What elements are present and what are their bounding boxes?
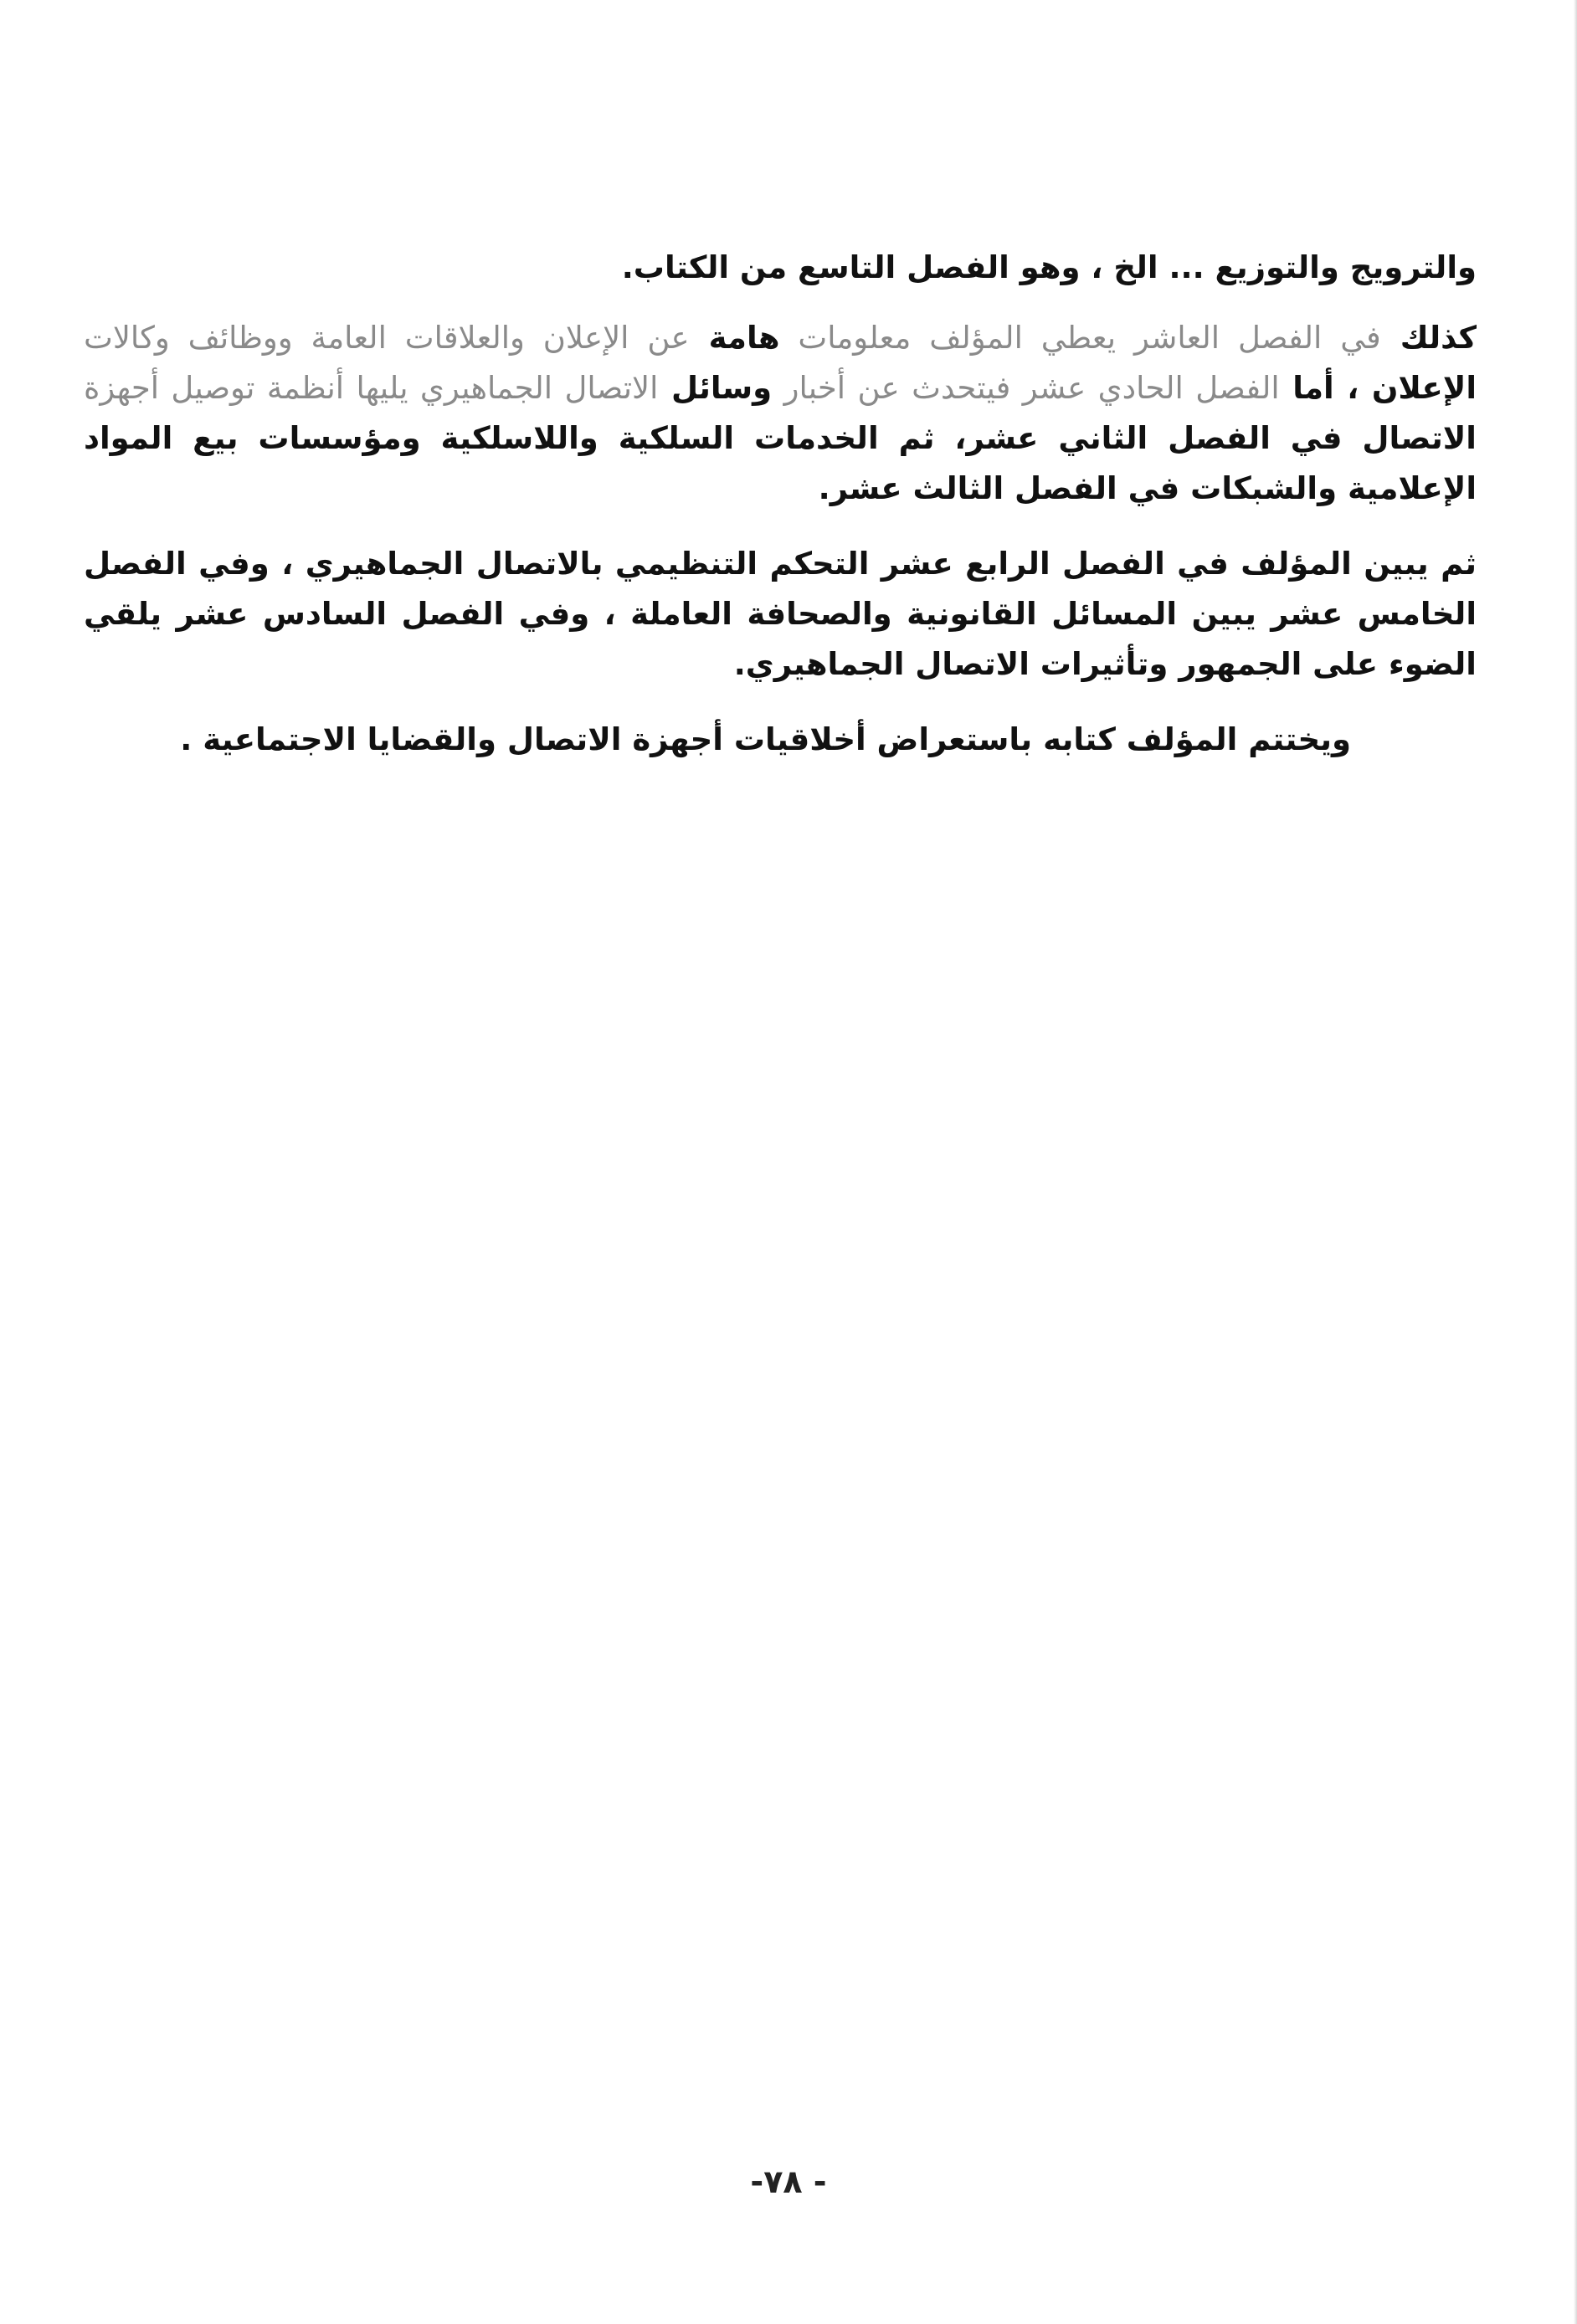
- body-text: [84, 243, 1477, 790]
- paragraph-2-segment: الاتصال في الفصل الثاني عشر، ثم الخدمات السلكية واللاسلكية ومؤسسات بيع المواد الإعلامية والشبكات في الفصل الثالث عشر.: [84, 420, 1477, 506]
- paragraph-3: [84, 539, 1477, 690]
- paragraph-2-segment: عن الإعلان والعلاقات العامة ووظائف وكالات: [84, 320, 690, 356]
- paragraph-4-text: ويختتم المؤلف كتابه باستعراض أخلاقيات أجهزة الاتصال والقضايا الاجتماعية .: [180, 721, 1351, 757]
- page-number: -٧٨ -: [750, 2163, 827, 2200]
- paragraph-1-text: والترويج والتوزيع ... الخ ، وهو الفصل التاسع من الكتاب.: [621, 249, 1477, 285]
- paragraph-4: [84, 715, 1477, 765]
- paragraph-1: [84, 243, 1477, 293]
- paragraph-2-segment: الاتصال الجماهيري يليها أنظمة توصيل أجهزة: [84, 370, 659, 406]
- paragraph-3-text: ثم يبين المؤلف في الفصل الرابع عشر التحكم التنظيمي بالاتصال الجماهيري ، وفي الفصل الخامس عشر يبين المسائل القانونية والصحافة العاملة ، وفي الفصل السادس عشر يلقي الضوء على الجمهور وتأثيرات الاتصال الجماهيري.: [84, 546, 1477, 682]
- paragraph-2-segment: وسائل: [658, 370, 773, 406]
- paragraph-2: [84, 313, 1477, 514]
- paragraph-2-segment: الإعلان ، أما: [1279, 370, 1477, 406]
- page-edge-shadow: [1574, 0, 1577, 2324]
- paragraph-2-segment: في الفصل العاشر يعطي المؤلف معلومات: [779, 320, 1381, 356]
- paragraph-2-segment: الفصل الحادي عشر فيتحدث عن أخبار: [772, 370, 1280, 406]
- paragraph-2-segment: كذلك: [1380, 320, 1477, 356]
- paragraph-2-segment: هامة: [689, 320, 780, 356]
